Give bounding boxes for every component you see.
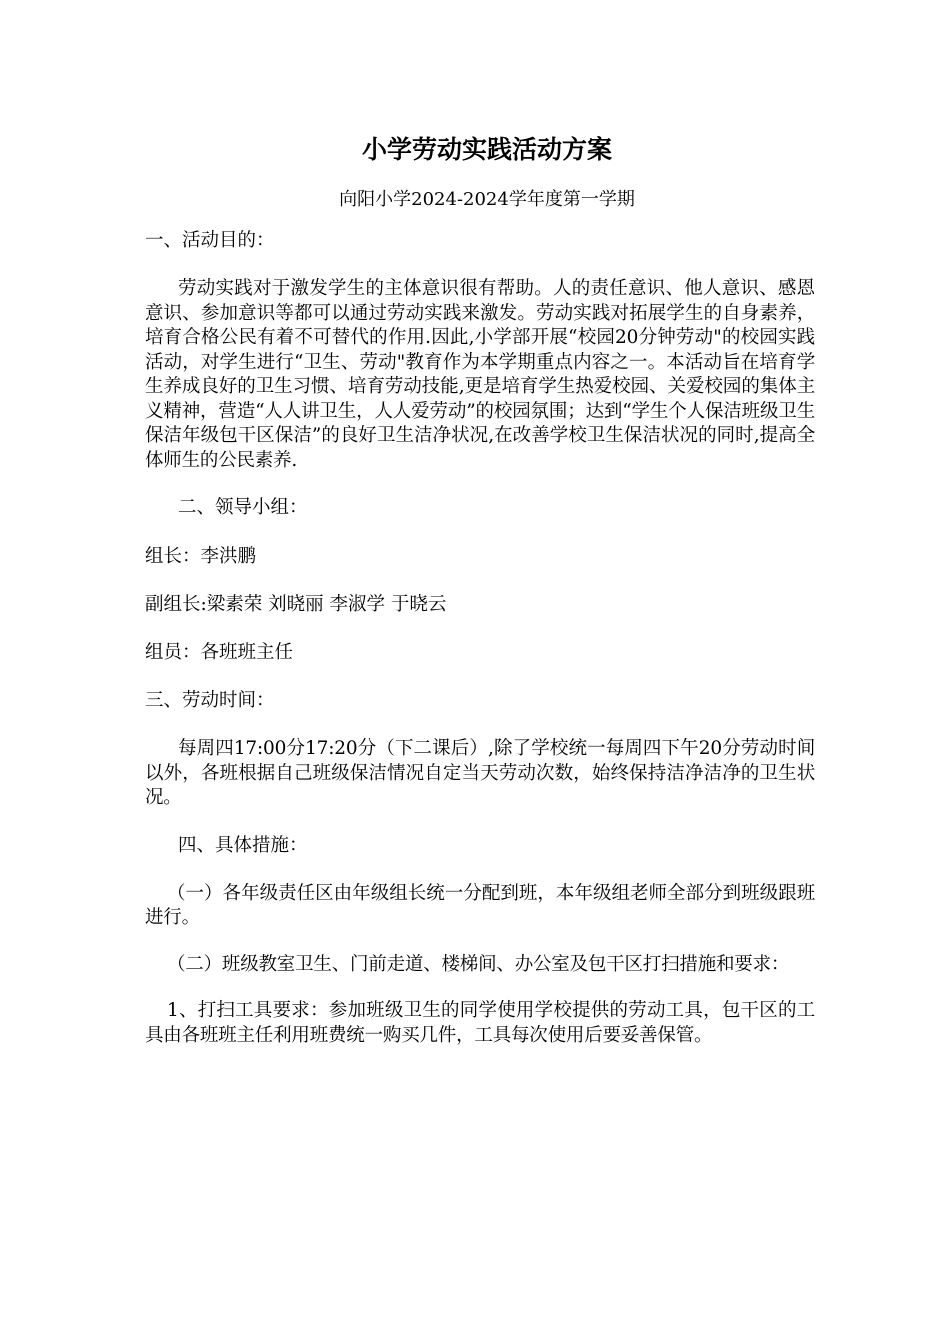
vice-leaders-line: 副组长:梁素荣 刘晓丽 李淑学 于晓云 <box>145 594 447 615</box>
document-subtitle: 向阳小学2024-2024学年度第一学期 <box>339 189 635 210</box>
document-title: 小学劳动实践活动方案 <box>361 135 612 164</box>
section-heading-purpose: 一、活动目的： <box>145 230 275 251</box>
paragraph-measure-2-item-1: 1、打扫工具要求：参加班级卫生的同学使用学校提供的劳动工具，包干区的工具由各班班主任利用班费统一购买几件，工具每次使用后要妥善保管。 <box>145 1000 815 1046</box>
paragraph-measure-2: （二）班级教室卫生、门前走道、楼梯间、办公室及包干区打扫措施和要求： <box>167 953 790 975</box>
leader-line: 组长：李洪鹏 <box>145 546 257 567</box>
section-heading-measures: 四、具体措施： <box>178 834 308 856</box>
paragraph-purpose: 劳动实践对于激发学生的主体意识很有帮助。人的责任意识、他人意识、感恩意识、参加意识等都可以通过劳动实践来激发。劳动实践对拓展学生的自身素养，培育合格公民有着不可替代的作用.因此,小学部开展“校园20分钟劳动"的校园实践活动，对学生进行“卫生、劳动"教育作为本学期重点内容之一。本活动旨在培育学生养成良好的卫生习惯、培育劳动技能,更是培育学生热爱校园、关爱校园的集体主义精神，营造“人人讲卫生，人人爱劳动”的校园氛围；达到“学生个人保洁班级卫生保洁年级包干区保洁”的良好卫生洁净状况,在改善学校卫生保洁状况的同时,提高全体师生的公民素养. <box>145 278 815 471</box>
document-page <box>145 130 815 1070</box>
section-heading-time: 三、劳动时间： <box>145 690 275 711</box>
paragraph-measure-1: （一）各年级责任区由年级组长统一分配到班，本年级组老师全部分到班级跟班进行。 <box>145 882 815 928</box>
section-heading-leadership: 二、领导小组： <box>178 497 308 518</box>
members-line: 组员：各班班主任 <box>145 642 294 663</box>
paragraph-time: 每周四17:00分17:20分（下二课后）,除了学校统一每周四下午20分劳动时间以外，各班根据自己班级保洁情况自定当天劳动次数，始终保持洁净洁净的卫生状况。 <box>145 738 815 808</box>
